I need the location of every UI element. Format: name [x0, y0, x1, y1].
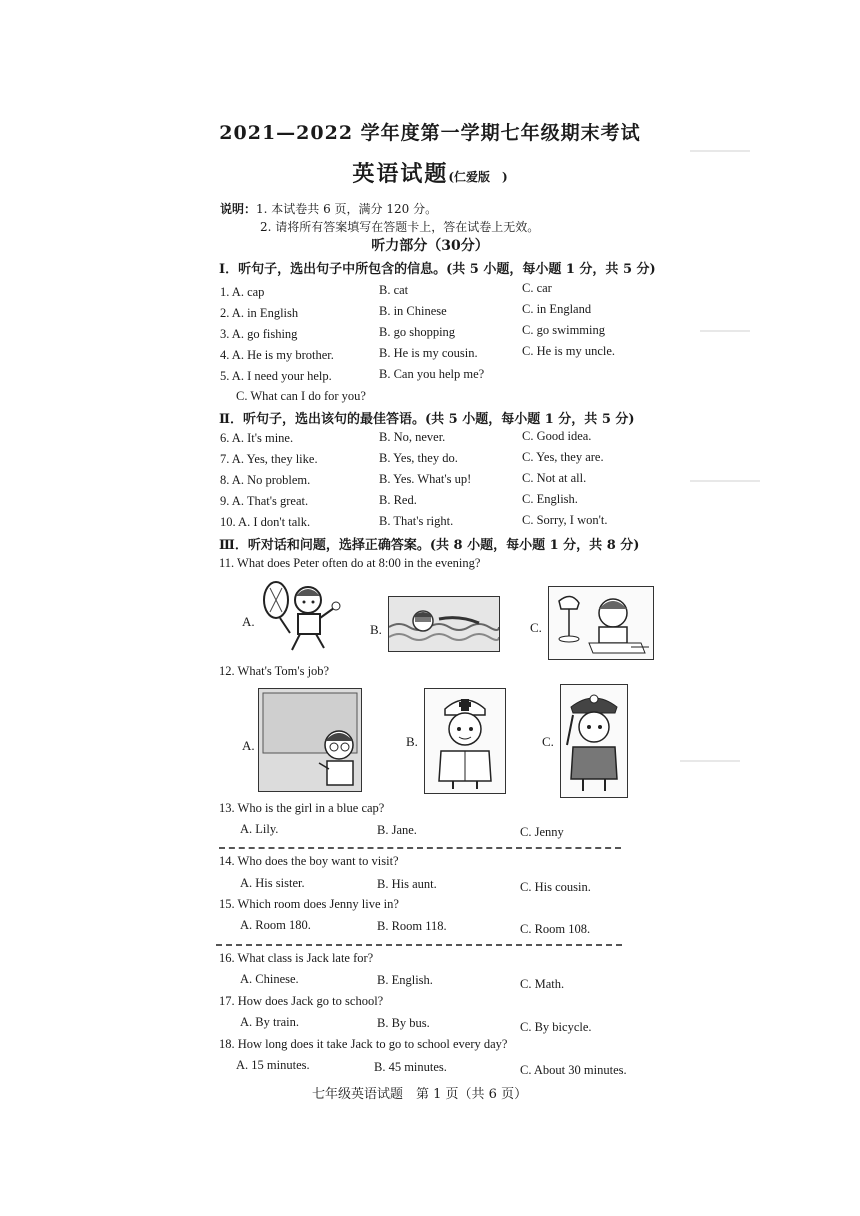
notes-line-1	[220, 200, 437, 217]
q14-text: 14. Who does the boy want to visit?	[219, 854, 399, 868]
q11-picture-c-homework[interactable]	[548, 586, 654, 660]
q17-option-a[interactable]: A. By train.	[240, 1015, 300, 1029]
q18-option-c[interactable]: C. About 30 minutes.	[520, 1063, 627, 1077]
bleed-mark	[690, 480, 760, 482]
q18-option-a[interactable]: A. 15 minutes.	[236, 1058, 310, 1072]
q12-label-a: A.	[242, 738, 255, 753]
q14-option-a[interactable]: A. His sister.	[240, 876, 305, 890]
q11-text: 11. What does Peter often do at 8:00 in the evening?	[219, 556, 481, 570]
q7-option-a[interactable]: 7. A. Yes, they like.	[220, 452, 318, 466]
q5-option-c[interactable]: C. What can I do for you?	[236, 389, 366, 403]
notes-line-2: 2. 请将所有答案填写在答题卡上，答在试卷上无效。	[260, 220, 540, 234]
bleed-mark	[700, 330, 750, 332]
q12-label-c: C.	[542, 734, 554, 749]
q18-option-b[interactable]: B. 45 minutes.	[374, 1060, 447, 1074]
q6-option-a[interactable]: 6. A. It's mine.	[220, 431, 294, 445]
q15-option-a[interactable]: A. Room 180.	[240, 918, 311, 932]
q17-option-c[interactable]: C. By bicycle.	[520, 1020, 592, 1034]
q13-text: 13. Who is the girl in a blue cap?	[219, 801, 385, 815]
bleed-mark	[680, 760, 740, 762]
q10-option-b[interactable]: B. That's right.	[379, 514, 454, 528]
q1-option-b[interactable]: B. cat	[379, 283, 409, 297]
q10-option-a[interactable]: 10. A. I don't talk.	[220, 515, 311, 529]
subject-text: 英语试题	[352, 161, 449, 187]
q2-option-c[interactable]: C. in England	[522, 302, 592, 316]
q6-option-c[interactable]: C. Good idea.	[522, 429, 592, 443]
q4-option-a[interactable]: 4. A. He is my brother.	[220, 348, 334, 362]
q1-option-c[interactable]: C. car	[522, 281, 552, 295]
q12-label-b: B.	[406, 734, 418, 749]
q11-label-b: B.	[370, 622, 382, 637]
q16-option-a[interactable]: A. Chinese.	[240, 972, 299, 986]
q11-label-a: A.	[242, 614, 255, 629]
q12-text: 12. What's Tom's job?	[219, 664, 330, 678]
q4-option-b[interactable]: B. He is my cousin.	[379, 346, 478, 360]
q16-text: 16. What class is Jack late for?	[219, 951, 374, 965]
q10-option-c[interactable]: C. Sorry, I won't.	[522, 513, 608, 527]
q12-picture-a-teacher[interactable]	[258, 688, 362, 792]
q9-option-b[interactable]: B. Red.	[379, 493, 417, 507]
q17-option-b[interactable]: B. By bus.	[377, 1016, 430, 1030]
q14-option-c[interactable]: C. His cousin.	[520, 880, 591, 894]
q9-option-c[interactable]: C. English.	[522, 492, 578, 506]
q11-picture-b-swimming[interactable]	[388, 596, 500, 652]
section3-heading: Ⅲ．听对话和问题，选择正确答案。(共 8 小题，每小题 1 分，共 8 分)	[219, 538, 640, 553]
q15-text: 15. Which room does Jenny live in?	[219, 897, 399, 911]
q15-option-c[interactable]: C. Room 108.	[520, 922, 591, 936]
notes-text-1: 1. 本试卷共 6 页，满分 120 分。	[256, 202, 438, 216]
q1-option-a[interactable]: 1. A. cap	[220, 285, 265, 299]
q11-picture-a-badminton[interactable]	[258, 578, 350, 658]
dashed-divider	[219, 847, 621, 849]
q9-option-a[interactable]: 9. A. That's great.	[220, 494, 309, 508]
q8-option-a[interactable]: 8. A. No problem.	[220, 473, 311, 487]
dashed-divider	[216, 944, 622, 946]
bleed-mark	[690, 150, 750, 152]
section1-heading: Ⅰ．听句子，选出句子中所包含的信息。(共 5 小题，每小题 1 分，共 5 分)	[219, 262, 656, 277]
notes-label: 说明：	[220, 202, 257, 216]
q16-option-c[interactable]: C. Math.	[520, 977, 565, 991]
q17-text: 17. How does Jack go to school?	[219, 994, 384, 1008]
q5-option-b[interactable]: B. Can you help me?	[379, 367, 485, 381]
edition-text: (仁爱版 )	[448, 170, 508, 184]
q2-option-b[interactable]: B. in Chinese	[379, 304, 447, 318]
exam-subject	[0, 157, 860, 188]
q15-option-b[interactable]: B. Room 118.	[377, 919, 447, 933]
q6-option-b[interactable]: B. No, never.	[379, 430, 446, 444]
q5-option-a[interactable]: 5. A. I need your help.	[220, 369, 332, 383]
q4-option-c[interactable]: C. He is my uncle.	[522, 344, 616, 358]
q3-option-a[interactable]: 3. A. go fishing	[220, 327, 298, 341]
q14-option-b[interactable]: B. His aunt.	[377, 877, 437, 891]
q11-label-c: C.	[530, 620, 542, 635]
q3-option-c[interactable]: C. go swimming	[522, 323, 605, 337]
section2-heading: Ⅱ．听句子，选出该句的最佳答语。(共 5 小题，每小题 1 分，共 5 分)	[219, 412, 635, 427]
q13-option-a[interactable]: A. Lily.	[240, 822, 279, 836]
q18-text: 18. How long does it take Jack to go to school every day?	[219, 1037, 508, 1051]
q12-picture-b-doctor[interactable]	[424, 688, 506, 794]
page-footer: 七年级英语试题 第 1 页（共 6 页）	[312, 1087, 528, 1102]
q3-option-b[interactable]: B. go shopping	[379, 325, 456, 339]
q13-option-c[interactable]: C. Jenny	[520, 825, 564, 839]
q7-option-b[interactable]: B. Yes, they do.	[379, 451, 458, 465]
q8-option-b[interactable]: B. Yes. What's up!	[379, 472, 472, 486]
q13-option-b[interactable]: B. Jane.	[377, 823, 417, 837]
q7-option-c[interactable]: C. Yes, they are.	[522, 450, 604, 464]
listening-title: 听力部分（30分）	[371, 238, 489, 254]
q2-option-a[interactable]: 2. A. in English	[220, 306, 299, 320]
q12-picture-c-police[interactable]	[560, 684, 628, 798]
q8-option-c[interactable]: C. Not at all.	[522, 471, 587, 485]
q16-option-b[interactable]: B. English.	[377, 973, 433, 987]
exam-title: 2021—2022 学年度第一学期七年级期末考试	[219, 122, 641, 144]
